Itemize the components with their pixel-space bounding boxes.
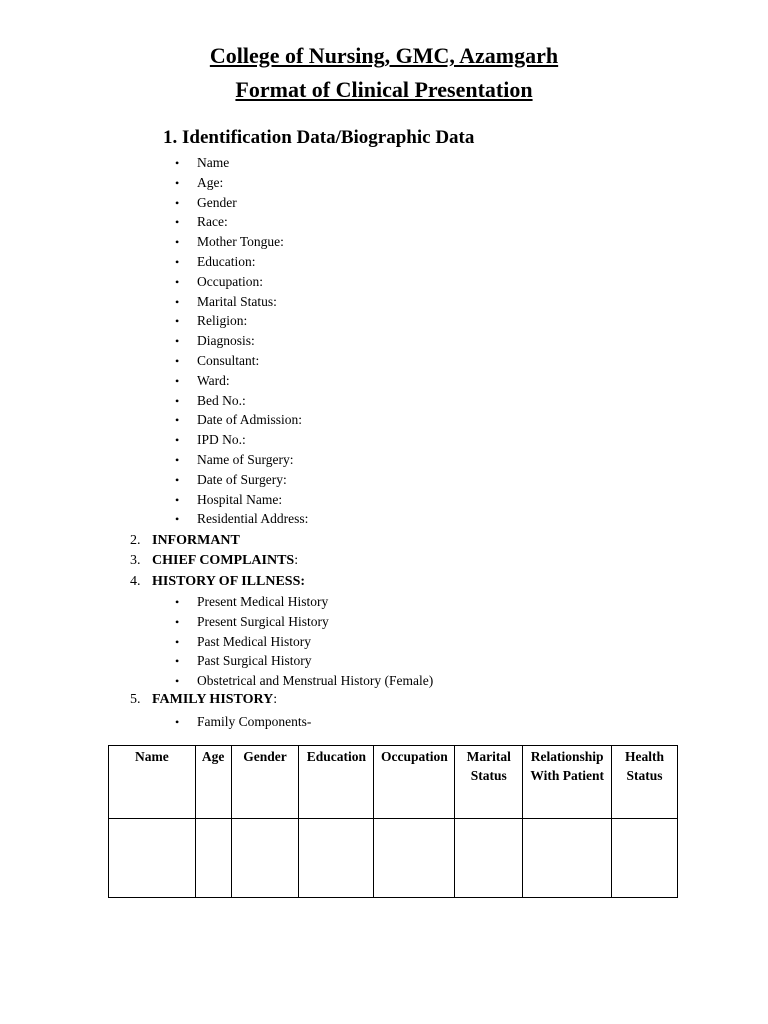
col-health-status-header: Health Status: [612, 746, 678, 819]
list-item: • Present Medical History: [175, 593, 433, 613]
list-item: • Obstetrical and Menstrual History (Female): [175, 672, 433, 692]
section-family-history: [130, 691, 277, 709]
table-cell[interactable]: [523, 819, 612, 898]
section-suffix: :: [294, 553, 299, 568]
section-history-of-illness: [130, 573, 305, 591]
list-item: • Consultant:: [175, 352, 308, 372]
identification-list: [175, 154, 308, 530]
list-item: • Ward:: [175, 372, 308, 392]
list-item: • Present Surgical History: [175, 613, 433, 633]
list-item: • Religion:: [175, 312, 308, 332]
col-name-header: Name: [109, 746, 196, 819]
section-identification-heading: 1. Identification Data/Biographic Data: [163, 127, 475, 148]
list-item: • Hospital Name:: [175, 491, 308, 511]
list-item: • Bed No.:: [175, 392, 308, 412]
col-age-header: Age: [195, 746, 231, 819]
list-item: • Gender: [175, 194, 308, 214]
document-title: Format of Clinical Presentation: [235, 77, 533, 102]
list-item: • Name of Surgery:: [175, 451, 308, 471]
list-item: • Residential Address:: [175, 510, 308, 530]
list-item: • Mother Tongue:: [175, 233, 308, 253]
col-occupation-header: Occupation: [374, 746, 455, 819]
list-item: • Past Surgical History: [175, 652, 433, 672]
list-item: • Education:: [175, 253, 308, 273]
table-cell[interactable]: [374, 819, 455, 898]
list-item: • Date of Surgery:: [175, 471, 308, 491]
table-cell[interactable]: [455, 819, 523, 898]
section-suffix: :: [273, 692, 278, 707]
section-informant: [130, 532, 240, 550]
list-item: • Age:: [175, 174, 308, 194]
section-number: 3.: [130, 553, 141, 568]
section-chief-complaints: [130, 552, 298, 570]
family-list: [175, 713, 311, 733]
table-cell[interactable]: [299, 819, 374, 898]
col-relationship-header: Relationship With Patient: [523, 746, 612, 819]
table-cell[interactable]: [612, 819, 678, 898]
table-header-row: [109, 746, 678, 819]
list-item: • Family Components-: [175, 713, 311, 733]
col-gender-header: Gender: [231, 746, 299, 819]
section-number: 5.: [130, 692, 141, 707]
college-title: College of Nursing, GMC, Azamgarh: [209, 43, 559, 68]
list-item: • Diagnosis:: [175, 332, 308, 352]
list-item: • IPD No.:: [175, 431, 308, 451]
table-cell[interactable]: [195, 819, 231, 898]
section-title: CHIEF COMPLAINTS: [152, 553, 295, 568]
section-number: 2.: [130, 533, 141, 548]
history-list: [175, 593, 433, 692]
list-item: • Past Medical History: [175, 633, 433, 653]
list-item: • Marital Status:: [175, 293, 308, 313]
section-title: INFORMANT: [152, 533, 240, 548]
table-cell[interactable]: [109, 819, 196, 898]
section-title: FAMILY HISTORY: [152, 692, 274, 707]
list-item: • Name: [175, 154, 308, 174]
col-marital-status-header: Marital Status: [455, 746, 523, 819]
list-item: • Occupation:: [175, 273, 308, 293]
table-cell[interactable]: [231, 819, 299, 898]
list-item: • Race:: [175, 213, 308, 233]
col-education-header: Education: [299, 746, 374, 819]
section-number: 4.: [130, 574, 141, 589]
list-item: • Date of Admission:: [175, 411, 308, 431]
table-row: [109, 819, 678, 898]
section-title: HISTORY OF ILLNESS:: [152, 574, 306, 589]
family-components-table: [108, 745, 678, 898]
